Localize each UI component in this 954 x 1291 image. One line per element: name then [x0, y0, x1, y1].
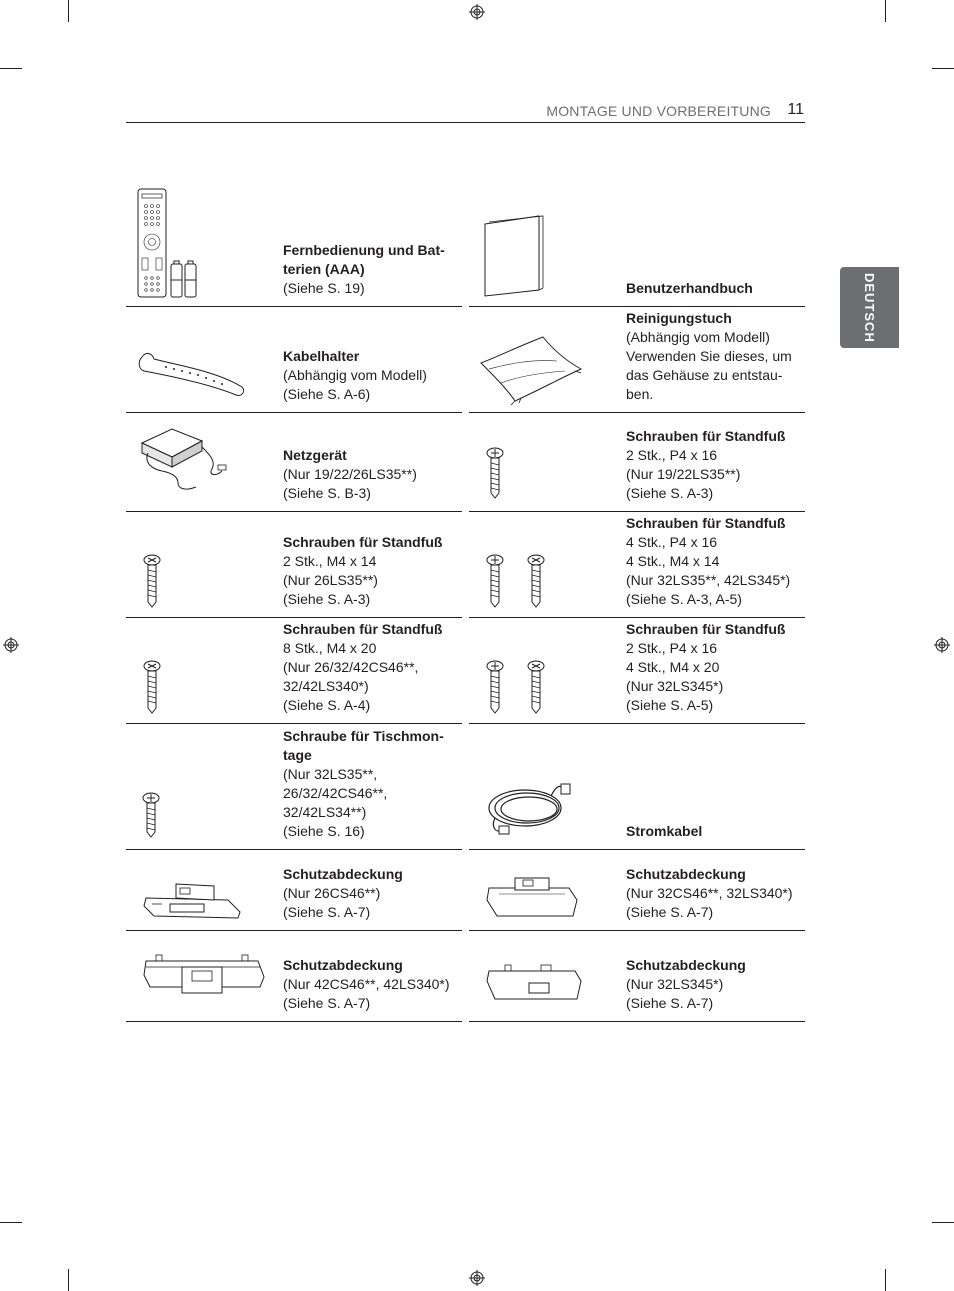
item-detail: 32/42LS34**) [283, 804, 367, 820]
item-image [126, 850, 276, 930]
item-detail: (Siehe S. A-3, A-5) [626, 591, 742, 607]
item-image [469, 618, 619, 723]
item-image [126, 724, 276, 849]
item-name: Schutzabdeckung [283, 866, 403, 882]
item-detail: (Siehe S. 16) [283, 823, 365, 839]
item-text [626, 865, 805, 922]
item-detail: (Abhängig vom Modell) [626, 329, 770, 345]
item-text [283, 865, 462, 922]
power-cord-icon [485, 778, 575, 838]
accessory-item [469, 413, 805, 512]
accessory-item [126, 512, 462, 618]
item-detail: 2 Stk., P4 x 16 [626, 640, 718, 656]
item-detail: Verwenden Sie dieses, um [626, 348, 792, 364]
item-detail: (Nur 42CS46**, 42LS340*) [283, 976, 450, 992]
item-name: Schrauben für Standfuß [626, 621, 786, 637]
manual-book-icon [481, 214, 545, 298]
accessory-item [126, 184, 462, 307]
accessory-item [469, 931, 805, 1022]
item-detail: (Nur 32LS345*) [626, 678, 724, 694]
item-detail: 4 Stk., P4 x 16 [626, 534, 718, 550]
item-image [126, 413, 276, 511]
remote-control-icon [136, 188, 226, 300]
crop-mark [0, 1222, 22, 1223]
item-detail: (Nur 19/22LS35**) [626, 466, 741, 482]
item-text [283, 446, 462, 503]
accessory-item [469, 850, 805, 931]
accessory-item [469, 724, 805, 850]
item-text [283, 620, 462, 715]
item-text [283, 533, 462, 609]
item-text [626, 620, 805, 715]
item-text [626, 822, 805, 841]
item-image [469, 512, 619, 617]
item-text [283, 727, 462, 841]
item-name: Schrauben für Standfuß [626, 428, 786, 444]
item-detail: (Nur 26LS35**) [283, 572, 378, 588]
item-name: Schutzabdeckung [626, 866, 746, 882]
crop-mark [932, 68, 954, 69]
item-detail: das Gehäuse zu entstau- [626, 367, 783, 383]
item-detail: (Siehe S. A-3) [283, 591, 371, 607]
item-detail: (Siehe S. 19) [283, 280, 365, 296]
item-image [126, 307, 276, 412]
item-detail: (Siehe S. A-7) [283, 904, 371, 920]
item-image [469, 850, 619, 930]
item-detail: (Siehe S. A-5) [626, 697, 714, 713]
protection-cover-icon [485, 961, 585, 1005]
item-detail: (Abhängig vom Modell) [283, 367, 427, 383]
item-name: Schutzabdeckung [283, 957, 403, 973]
accessory-item [126, 931, 462, 1022]
item-text [626, 309, 805, 404]
item-detail: ben. [626, 386, 654, 402]
item-name: Schrauben für Standfuß [283, 534, 443, 550]
item-image [469, 307, 619, 412]
section-title: MONTAGE UND VORBEREITUNG [546, 103, 771, 119]
item-detail: (Siehe S. A-7) [626, 904, 714, 920]
screws-icon [485, 554, 547, 608]
item-detail: (Nur 19/22/26LS35**) [283, 466, 417, 482]
language-tab-label: DEUTSCH [862, 272, 877, 343]
item-image [469, 931, 619, 1021]
crop-mark [68, 0, 69, 22]
item-detail: (Siehe S. A-3) [626, 485, 714, 501]
registration-mark-icon [3, 637, 19, 653]
item-detail: (Nur 32LS35**, 42LS345*) [626, 572, 791, 588]
page-number: 11 [787, 101, 804, 118]
item-image [469, 184, 619, 306]
item-text [626, 956, 805, 1013]
accessory-item [469, 618, 805, 724]
item-detail: (Nur 32LS345*) [626, 976, 724, 992]
item-image [126, 184, 276, 306]
registration-mark-icon [469, 4, 485, 20]
item-name: Schraube für Tischmon- tage [283, 728, 444, 763]
item-image [126, 512, 276, 617]
item-text [283, 241, 462, 298]
language-tab [840, 267, 899, 348]
item-text [283, 347, 462, 404]
crop-mark [885, 0, 886, 22]
item-detail: (Siehe S. A-4) [283, 697, 371, 713]
item-detail: 2 Stk., M4 x 14 [283, 553, 377, 569]
item-image [469, 413, 619, 511]
accessory-item [126, 413, 462, 512]
item-name: Schrauben für Standfuß [626, 515, 786, 531]
accessory-item [126, 724, 462, 850]
crop-mark [68, 1269, 69, 1291]
item-detail: (Nur 26/32/42CS46**, [283, 659, 419, 675]
item-name: Kabelhalter [283, 348, 360, 364]
crop-mark [932, 1222, 954, 1223]
crop-mark [885, 1269, 886, 1291]
item-detail: (Siehe S. A-6) [283, 386, 371, 402]
cable-holder-icon [136, 349, 248, 403]
accessory-item [469, 184, 805, 307]
item-text [626, 279, 805, 298]
item-name: Benutzerhandbuch [626, 280, 753, 296]
accessory-item [469, 512, 805, 618]
item-detail: (Siehe S. A-7) [626, 995, 714, 1011]
accessory-item [126, 307, 462, 413]
item-detail: 4 Stk., M4 x 14 [626, 553, 720, 569]
item-detail: 32/42LS340*) [283, 678, 369, 694]
item-detail: 4 Stk., M4 x 20 [626, 659, 720, 675]
accessory-item [126, 850, 462, 931]
cleaning-cloth-icon [477, 333, 585, 405]
protection-cover-icon [485, 870, 581, 922]
item-detail: 2 Stk., P4 x 16 [626, 447, 718, 463]
item-image [126, 931, 276, 1021]
accessory-list-right [469, 184, 805, 1022]
item-text [283, 956, 462, 1013]
item-name: Schrauben für Standfuß [283, 621, 443, 637]
item-text [626, 427, 805, 503]
item-detail: 26/32/42CS46**, [283, 785, 388, 801]
item-name: Fernbedienung und Bat- terien (AAA) [283, 242, 445, 277]
item-name: Netzgerät [283, 447, 347, 463]
item-detail: (Nur 26CS46**) [283, 885, 381, 901]
screw-icon [141, 792, 161, 838]
screws-icon [485, 660, 547, 714]
item-detail: 8 Stk., M4 x 20 [283, 640, 377, 656]
accessory-item [469, 307, 805, 413]
crop-mark [0, 68, 22, 69]
item-name: Schutzabdeckung [626, 957, 746, 973]
protection-cover-icon [142, 947, 266, 999]
item-image [126, 618, 276, 723]
power-adapter-icon [138, 425, 228, 497]
screw-icon [142, 554, 162, 608]
page-header [126, 100, 805, 123]
accessory-list-left [126, 184, 462, 1022]
item-detail: (Siehe S. A-7) [283, 995, 371, 1011]
screw-icon [142, 660, 162, 714]
item-detail: (Siehe S. B-3) [283, 485, 371, 501]
item-detail: (Nur 32CS46**, 32LS340*) [626, 885, 793, 901]
registration-mark-icon [934, 637, 950, 653]
item-detail: (Nur 32LS35**, [283, 766, 378, 782]
registration-mark-icon [469, 1270, 485, 1286]
protection-cover-icon [140, 878, 244, 922]
screw-icon [485, 447, 505, 499]
item-text [626, 514, 805, 609]
item-image [469, 724, 619, 849]
accessory-item [126, 618, 462, 724]
item-name: Reinigungstuch [626, 310, 732, 326]
item-name: Stromkabel [626, 823, 703, 839]
